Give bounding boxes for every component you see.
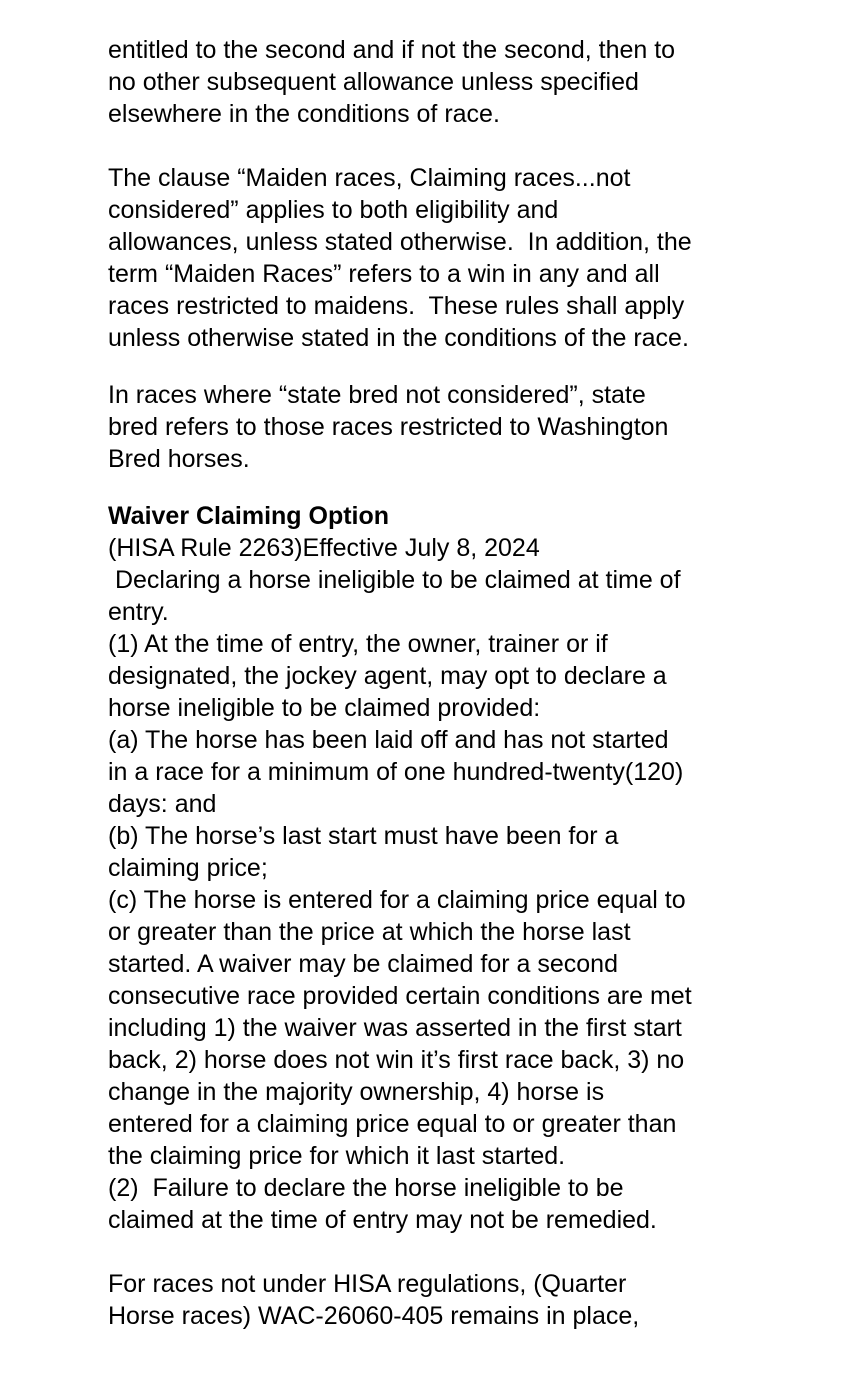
text-line: designated, the jockey agent, may opt to declare a — [108, 662, 667, 690]
text-line: races restricted to maidens. These rules shall apply — [108, 292, 685, 320]
text-line: claiming price; — [108, 854, 268, 882]
text-line: claimed at the time of entry may not be remedied. — [108, 1206, 657, 1234]
text-line: term “Maiden Races” refers to a win in any and all — [108, 260, 660, 288]
text-line: bred refers to those races restricted to Washington — [108, 413, 669, 441]
paragraph-allowance-continuation — [108, 34, 788, 130]
text-line: the claiming price for which it last started. — [108, 1142, 566, 1170]
text-line: horse ineligible to be claimed provided: — [108, 694, 541, 722]
text-line: elsewhere in the conditions of race. — [108, 100, 500, 128]
paragraph-non-hisa-races — [108, 1268, 788, 1332]
text-line: Bred horses. — [108, 445, 250, 473]
text-line: The clause “Maiden races, Claiming races...not — [108, 164, 631, 192]
text-line: consecutive race provided certain conditions are met — [108, 982, 692, 1010]
text-line: started. A waiver may be claimed for a second — [108, 950, 618, 978]
text-line: For races not under HISA regulations, (Quarter — [108, 1270, 627, 1298]
text-line: allowances, unless stated otherwise. In addition, the — [108, 228, 692, 256]
text-line: Declaring a horse ineligible to be claimed at time of — [108, 566, 681, 594]
text-line: days: and — [108, 790, 217, 818]
text-line: considered” applies to both eligibility and — [108, 196, 559, 224]
text-line: unless otherwise stated in the conditions of the race. — [108, 324, 689, 352]
text-line: (2) Failure to declare the horse ineligible to be — [108, 1174, 624, 1202]
text-line: entitled to the second and if not the second, then to — [108, 36, 676, 64]
paragraph-maiden-claiming-clause — [108, 162, 788, 354]
text-line: no other subsequent allowance unless specified — [108, 68, 639, 96]
text-line: Horse races) WAC-26060-405 remains in place, — [108, 1302, 640, 1330]
text-line: back, 2) horse does not win it’s first race back, 3) no — [108, 1046, 685, 1074]
text-line: In races where “state bred not considered”, state — [108, 381, 646, 409]
text-line: including 1) the waiver was asserted in the first start — [108, 1014, 682, 1042]
text-line: change in the majority ownership, 4) horse is — [108, 1078, 605, 1106]
text-line: entered for a claiming price equal to or greater than — [108, 1110, 677, 1138]
text-line: (c) The horse is entered for a claiming price equal to — [108, 886, 686, 914]
waiver-claiming-section — [108, 500, 788, 1236]
text-line: (1) At the time of entry, the owner, trainer or if — [108, 630, 608, 658]
document-page — [108, 34, 788, 1332]
text-line: (b) The horse’s last start must have been for a — [108, 822, 619, 850]
text-line: (HISA Rule 2263)Effective July 8, 2024 — [108, 534, 540, 562]
text-line: or greater than the price at which the horse last — [108, 918, 631, 946]
paragraph-state-bred — [108, 379, 788, 475]
text-line: entry. — [108, 598, 169, 626]
section-heading: Waiver Claiming Option — [108, 502, 390, 530]
text-line: in a race for a minimum of one hundred-twenty(120) — [108, 758, 684, 786]
text-line: (a) The horse has been laid off and has not started — [108, 726, 669, 754]
